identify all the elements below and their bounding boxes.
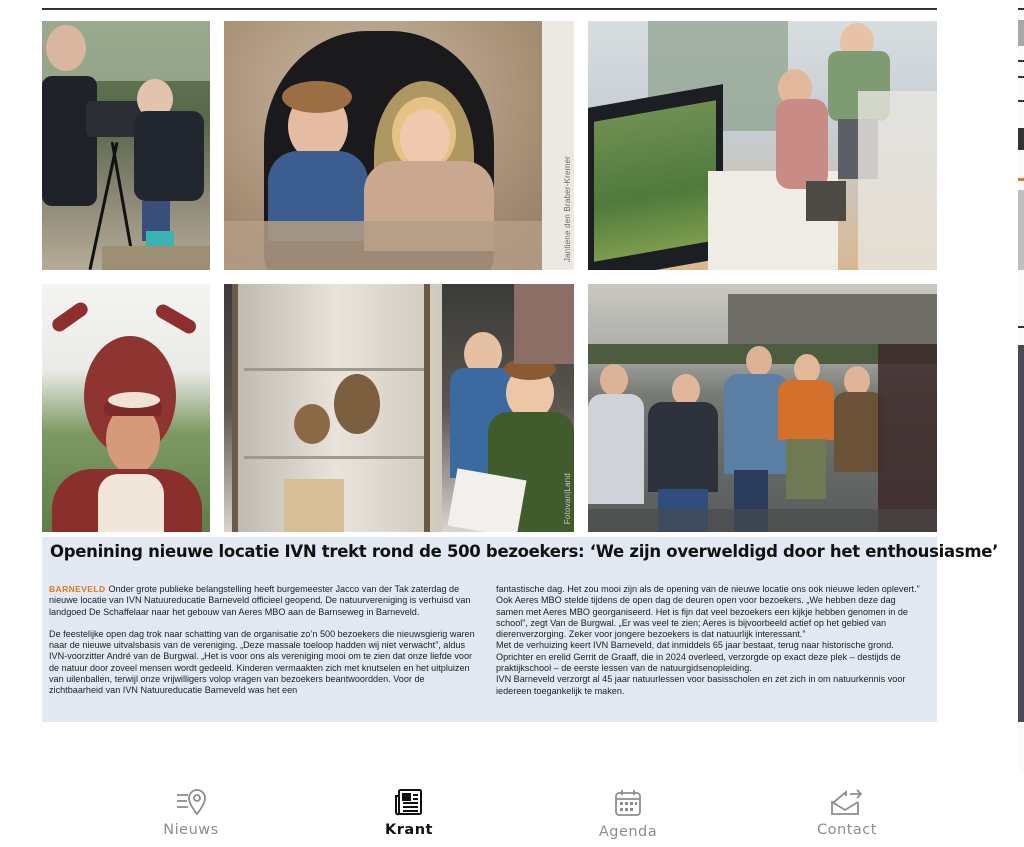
photo-credit: Fotovan|Land [563, 472, 572, 524]
article-column-right [496, 584, 924, 708]
page-top-rule [42, 8, 937, 10]
photo-microscope-screen [588, 21, 937, 270]
article-paragraph: IVN Barneveld verzorgt al 45 jaar natuurlessen voor basisscholen en zet zich in om natuurkennis voor iedereen toegankelijk te maken. [496, 674, 906, 696]
photo-deer-costume [42, 284, 210, 532]
mail-send-icon [830, 788, 864, 816]
photo-crowd-outside [588, 284, 937, 532]
article-paragraph: BARNEVELD Onder grote publieke belangstelling heeft burgemeester Jacco van der Tak zaterdag de nieuwe locatie van IVN Natuureducatie Barneveld officieel geopend. De natuurvereniging is verhuisd van landgoed De Schaffelaar naar het gebouw van Aeres MBO aan de Barnseweg in Barneveld. [49, 584, 471, 617]
article-paragraph: fantastische dag. Het zou mooi zijn als de opening van de nieuwe locatie ons ook nieuwe leden oplevert.” [496, 584, 920, 594]
newspaper-icon [394, 788, 424, 816]
nav-item-nieuws[interactable] [131, 788, 251, 838]
article-paragraph: Ook Aeres MBO stelde tijdens de open dag de deuren open voor bezoekers. „We hebben deze dag samen met Aeres MBO georganiseerd. Het is fijn dat veel bezoekers een kijkje hebben genomen in de school”, zegt Van de Burgwal. „Er was veel te zien; Aeres is bijvoorbeeld actief op het gebied van dierenverzorging. Zeker voor jongere bezoekers is dat natuurlijk interessant.” [496, 595, 908, 640]
article-headline: Openining nieuwe locatie IVN trekt rond de 500 bezoekers: ‘We zijn overweldigd door het enthousiasme’ [50, 542, 999, 561]
nav-label: Krant [385, 822, 433, 838]
article-box [42, 537, 999, 722]
article-paragraph: De feestelijke open dag trok naar schatting van de organisatie zo’n 500 bezoekers die nieuwsgierig waren naar de nieuwe uitvalsbasis van de vereniging. „Deze massale toeloop hadden wij niet verwacht”, aldus IVN-voorzitter André van de Burgwal. „Het is voor ons als vereniging mooi om te zien dat onze liefde voor de natuur door zoveel mensen wordt gedeeld. Kinderen vermaakten zich met knutselen en het uitpluizen van uilenballen, terwijl onze vrijwilligers volop vragen van bezoekers beantwoordden. Voor de zichtbaarheid van IVN Natuureducatie Barneveld was het een [49, 628, 475, 696]
calendar-icon [613, 788, 643, 818]
nav-item-krant[interactable] [349, 788, 469, 838]
nav-label: Contact [817, 822, 877, 838]
map-pin-list-icon [175, 788, 207, 816]
photo-boys-display-cabinet [224, 284, 574, 532]
nav-item-agenda[interactable] [568, 788, 688, 840]
nav-label: Nieuws [163, 822, 219, 838]
photo-kids-camouflage-tent [224, 21, 574, 270]
adjacent-page-edge [1018, 0, 1024, 847]
article-column-left [49, 584, 477, 708]
nav-item-contact[interactable] [787, 788, 907, 838]
bottom-navigation-bar [0, 772, 1024, 847]
photo-credit: Jantiene den Braber-Kremer [563, 155, 572, 262]
article-dateline: BARNEVELD [49, 584, 106, 594]
nav-label: Agenda [598, 824, 658, 840]
article-paragraph: Met de verhuizing keert IVN Barneveld, dat inmiddels 65 jaar bestaat, terug naar historische grond. Oprichter en erelid Gerrit de Graaff, die in 2024 overleed, verzorgde op exact deze plek – destijds de praktijkschool – de eerste lessen van de natuurgidsenopleiding. [496, 640, 901, 674]
photo-telescope-child [42, 21, 210, 270]
